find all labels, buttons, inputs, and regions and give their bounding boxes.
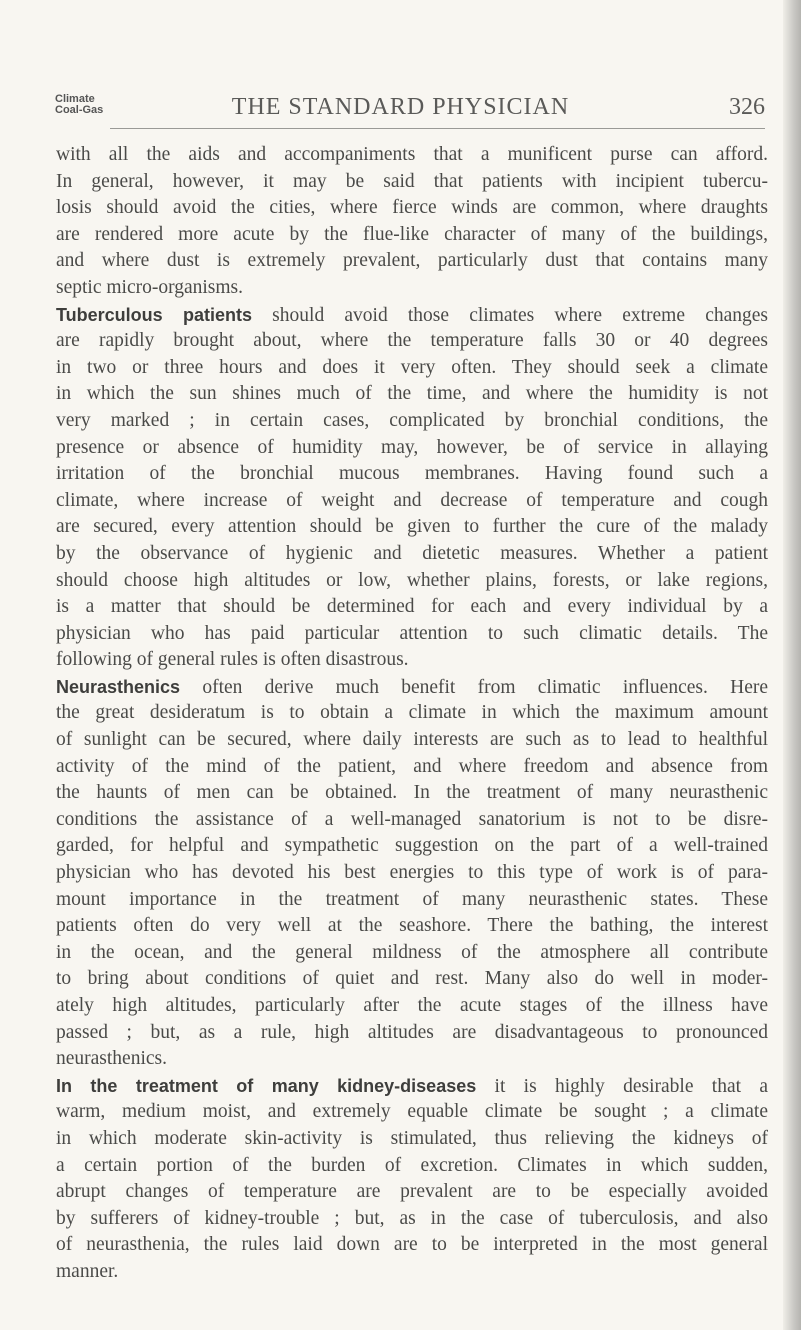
line-text: by sufferers of kidney-trouble ; but, as in the case of tuberculosis, and also	[56, 1207, 768, 1229]
text-line	[56, 1020, 768, 1047]
line-text: physician who has devoted his best energies to this type of work is of para-	[56, 862, 768, 884]
text-line	[56, 355, 768, 382]
line-text: very marked ; in certain cases, complicated by bronchial conditions, the	[56, 409, 768, 431]
text-line	[56, 1153, 768, 1180]
line-text: abrupt changes of temperature are prevalent are to be especially avoided	[56, 1181, 768, 1203]
line-text: manner.	[56, 1260, 119, 1282]
text-line	[56, 1099, 768, 1126]
text-line	[56, 1046, 768, 1073]
text-line	[56, 1259, 768, 1286]
text-line	[56, 594, 768, 621]
text-line	[56, 913, 768, 940]
running-title: THE STANDARD PHYSICIAN	[231, 94, 570, 120]
text-line	[56, 302, 768, 329]
line-text: septic micro-organisms.	[56, 276, 244, 298]
paragraph-lead-heading: Tuberculous patients	[56, 304, 252, 325]
line-text: warm, medium moist, and extremely equable climate be sought ; a climate	[56, 1101, 768, 1123]
header-rule	[110, 128, 765, 129]
line-text: by the observance of hygienic and dietetic measures. Whether a patient	[56, 542, 768, 564]
line-text: presence or absence of humidity may, however, be of service in allaying	[56, 436, 768, 458]
text-line	[56, 328, 768, 355]
text-line	[56, 195, 768, 222]
line-text: should avoid those climates where extreme changes	[252, 304, 768, 326]
text-line	[56, 275, 768, 302]
line-text: with all the aids and accompaniments that a munificent purse can afford.	[56, 144, 768, 165]
line-text: ately high altitudes, particularly after the acute stages of the illness have	[56, 995, 768, 1016]
line-text: is a matter that should be determined for each and every individual by a	[56, 596, 768, 618]
text-line	[56, 887, 768, 914]
text-line	[56, 461, 768, 488]
text-line	[56, 541, 768, 568]
line-text: physician who has paid particular attention to such climatic details. The	[56, 622, 768, 644]
text-line	[56, 169, 768, 196]
text-line	[56, 700, 768, 727]
line-text: a certain portion of the burden of excretion. Climates in which sudden,	[56, 1154, 768, 1176]
text-line	[56, 568, 768, 595]
line-text: garded, for helpful and sympathetic suggestion on the part of a well-trained	[56, 835, 768, 857]
line-text: in which moderate skin-activity is stimulated, thus relieving the kidneys of	[56, 1127, 768, 1149]
text-line	[56, 727, 768, 754]
text-line	[56, 514, 768, 541]
text-line	[56, 142, 768, 169]
text-line	[56, 807, 768, 834]
text-line	[56, 966, 768, 993]
line-text: neurasthenics.	[56, 1048, 168, 1070]
sidenote-line: Coal-Gas	[55, 104, 104, 116]
text-line	[56, 754, 768, 781]
page-edge-shadow	[783, 0, 801, 1330]
line-text: are secured, every attention should be given to further the cure of the malady	[56, 516, 768, 538]
paragraph	[56, 142, 768, 302]
line-text: In general, however, it may be said that patients with incipient tubercu-	[56, 170, 768, 192]
line-text: in the ocean, and the general mildness of the atmosphere all contribute	[56, 941, 768, 963]
text-line	[56, 833, 768, 860]
paragraph-lead-heading: In the treatment of many kidney-diseases	[56, 1075, 477, 1096]
line-text: often derive much benefit from climatic influences. Here	[180, 676, 768, 698]
text-line	[56, 860, 768, 887]
page-number: 326	[729, 94, 765, 120]
text-line	[56, 408, 768, 435]
line-text: losis should avoid the cities, where fierce winds are common, where draughts	[56, 197, 768, 219]
line-text: activity of the mind of the patient, and where freedom and absence from	[56, 755, 768, 777]
line-text: conditions the assistance of a well-managed sanatorium is not to be disre-	[56, 808, 768, 830]
text-line	[56, 993, 768, 1020]
line-text: to bring about conditions of quiet and rest. Many also do well in moder-	[56, 968, 768, 990]
line-text: in which the sun shines much of the time, and where the humidity is not	[56, 383, 768, 405]
line-text: should choose high altitudes or low, whether plains, forests, or lake regions,	[56, 569, 768, 591]
text-line	[56, 1206, 768, 1233]
paragraph	[56, 302, 768, 674]
text-line	[56, 1179, 768, 1206]
paragraph-lead-heading: Neurasthenics	[56, 676, 181, 697]
paragraph	[56, 674, 768, 1073]
line-text: and where dust is extremely prevalent, particularly dust that contains many	[56, 250, 768, 272]
text-line	[56, 647, 768, 674]
text-line	[56, 621, 768, 648]
line-text: it is highly desirable that a	[476, 1075, 768, 1097]
text-line	[56, 488, 768, 515]
line-text: are rapidly brought about, where the temperature falls 30 or 40 degrees	[56, 330, 768, 352]
text-line	[56, 1073, 768, 1100]
text-line	[56, 1232, 768, 1259]
line-text: of neurasthenia, the rules laid down are to be interpreted in the most general	[56, 1234, 768, 1256]
line-text: the great desideratum is to obtain a climate in which the maximum amount	[56, 702, 768, 724]
line-text: climate, where increase of weight and decrease of temperature and cough	[56, 489, 768, 511]
text-line	[56, 381, 768, 408]
text-line	[56, 1126, 768, 1153]
text-line	[56, 435, 768, 462]
line-text: irritation of the bronchial mucous membranes. Having found such a	[56, 463, 768, 485]
line-text: passed ; but, as a rule, high altitudes are disadvantageous to pronounced	[56, 1021, 768, 1043]
line-text: mount importance in the treatment of many neurasthenic states. These	[56, 888, 768, 910]
text-line	[56, 940, 768, 967]
line-text: of sunlight can be secured, where daily interests are such as to lead to healthful	[56, 729, 768, 751]
text-line	[56, 674, 768, 701]
line-text: are rendered more acute by the flue-like character of many of the buildings,	[56, 223, 768, 245]
text-line	[56, 222, 768, 249]
body-text	[56, 142, 768, 1286]
text-line	[56, 248, 768, 275]
line-text: following of general rules is often disastrous.	[56, 649, 409, 671]
sidenote-line: Climate	[55, 93, 95, 105]
text-line	[56, 780, 768, 807]
line-text: the haunts of men can be obtained. In the treatment of many neurasthenic	[56, 782, 768, 804]
line-text: in two or three hours and does it very often. They should seek a climate	[56, 356, 768, 378]
paragraph	[56, 1073, 768, 1286]
line-text: patients often do very well at the seashore. There the bathing, the interest	[56, 915, 768, 937]
